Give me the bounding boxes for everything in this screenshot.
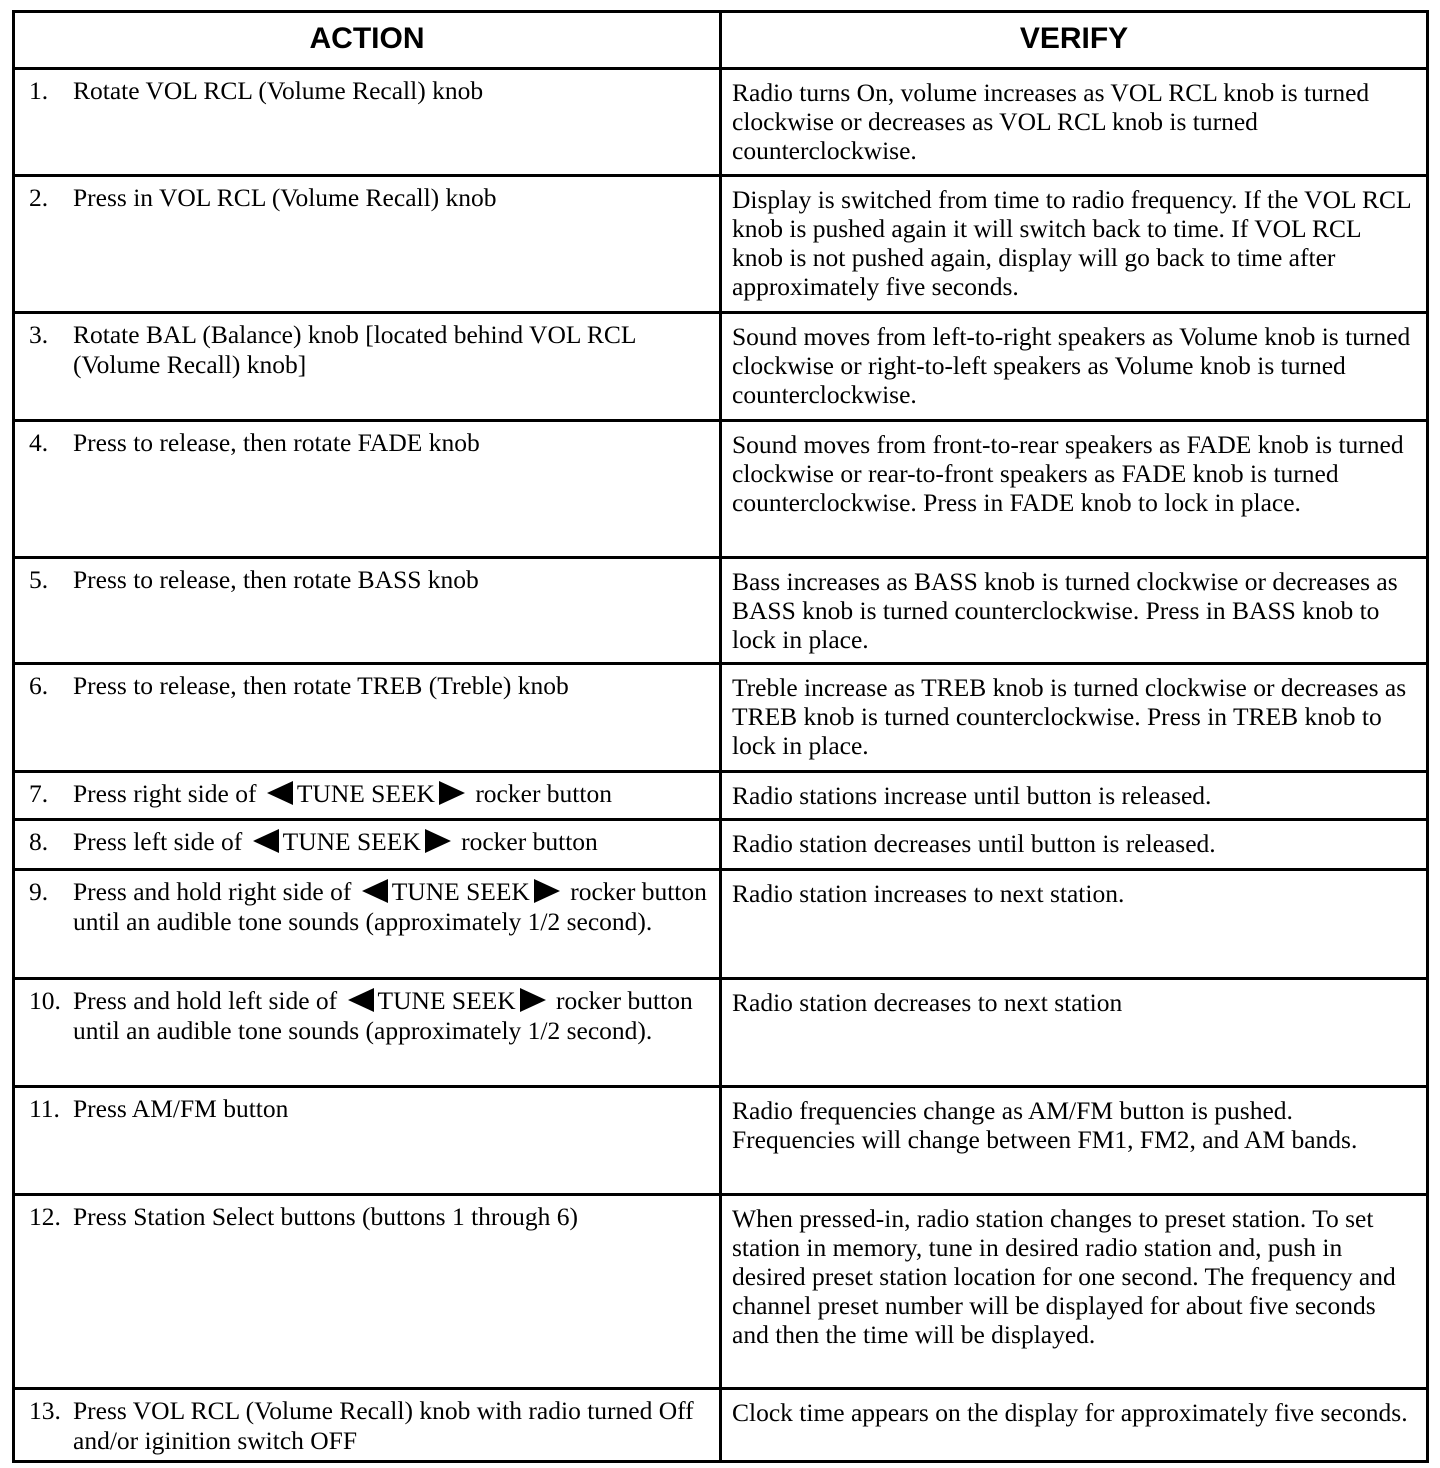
action-cell — [14, 772, 721, 820]
action-text: Rotate BAL (Balance) knob [located behind VOL RCL (Volume Recall) knob] — [73, 320, 636, 379]
step-number: 1. — [29, 76, 49, 105]
step-number: 7. — [29, 779, 49, 808]
step-number: 11. — [29, 1094, 60, 1123]
step-number: 8. — [29, 827, 49, 856]
verify-text: Sound moves from left-to-right speakers as Volume knob is turned clockwise or right-to-left speakers as Volume knob is turned counterclockwise. — [721, 313, 1428, 421]
left-triangle-icon — [253, 829, 279, 853]
verify-text: Display is switched from time to radio frequency. If the VOL RCL knob is pushed again it will switch back to time. If VOL RCL knob is not pushed again, display will go back to time after approximately five seconds. — [721, 176, 1428, 313]
verify-text: Radio stations increase until button is released. — [721, 772, 1428, 820]
action-text: Press Station Select buttons (buttons 1 through 6) — [73, 1202, 579, 1231]
table-row — [14, 313, 1428, 421]
table-row — [14, 1195, 1428, 1389]
verify-text: Radio frequencies change as AM/FM button is pushed. Frequencies will change between FM1, FM2, and AM bands. — [721, 1087, 1428, 1195]
step-number: 4. — [29, 428, 49, 457]
action-cell — [14, 664, 721, 772]
action-cell — [14, 1389, 721, 1462]
action-cell — [14, 979, 721, 1087]
action-cell — [14, 1087, 721, 1195]
step-number: 10. — [29, 986, 61, 1015]
verify-text: Radio station decreases to next station — [721, 979, 1428, 1087]
action-column-header: ACTION — [14, 12, 721, 69]
verify-text: Radio station increases to next station. — [721, 870, 1428, 979]
action-text: Press in VOL RCL (Volume Recall) knob — [73, 183, 497, 212]
table-row — [14, 1087, 1428, 1195]
action-cell — [14, 176, 721, 313]
step-number: 12. — [29, 1202, 61, 1231]
action-text: Press to release, then rotate TREB (Treble) knob — [73, 671, 569, 700]
action-text: Press and hold left side of — [73, 986, 338, 1015]
action-cell — [14, 69, 721, 176]
right-triangle-icon — [534, 879, 560, 903]
action-text: Press to release, then rotate BASS knob — [73, 565, 479, 594]
action-text-continued: rocker button — [475, 779, 612, 808]
left-triangle-icon — [362, 879, 388, 903]
action-cell — [14, 421, 721, 558]
verify-text: Bass increases as BASS knob is turned clockwise or decreases as BASS knob is turned counterclockwise. Press in BASS knob to lock in place. — [721, 558, 1428, 664]
table-row — [14, 772, 1428, 820]
table-row — [14, 1389, 1428, 1462]
action-text: Rotate VOL RCL (Volume Recall) knob — [73, 76, 484, 105]
action-cell — [14, 870, 721, 979]
action-text: Press right side of — [73, 779, 257, 808]
action-cell — [14, 313, 721, 421]
left-triangle-icon — [348, 988, 374, 1012]
table-row — [14, 820, 1428, 870]
table-row — [14, 979, 1428, 1087]
tune-seek-label: TUNE SEEK — [377, 986, 516, 1015]
table-row — [14, 664, 1428, 772]
step-number: 5. — [29, 565, 49, 594]
action-text-continued: rocker button — [461, 827, 598, 856]
verify-text: Treble increase as TREB knob is turned clockwise or decreases as TREB knob is turned counterclockwise. Press in TREB knob to lock in place. — [721, 664, 1428, 772]
step-number: 13. — [29, 1396, 61, 1425]
action-text: Press left side of — [73, 827, 243, 856]
tune-seek-label: TUNE SEEK — [282, 827, 421, 856]
table-row — [14, 421, 1428, 558]
header-row — [14, 12, 1428, 69]
tune-seek-label: TUNE SEEK — [391, 877, 530, 906]
table-row — [14, 69, 1428, 176]
right-triangle-icon — [520, 988, 546, 1012]
action-cell — [14, 1195, 721, 1389]
action-text: Press and hold right side of — [73, 877, 352, 906]
right-triangle-icon — [425, 829, 451, 853]
verify-text: Clock time appears on the display for approximately five seconds. — [721, 1389, 1428, 1462]
step-number: 3. — [29, 320, 49, 349]
verify-text: Radio turns On, volume increases as VOL RCL knob is turned clockwise or decreases as VOL RCL knob is turned counterclockwise. — [721, 69, 1428, 176]
step-number: 2. — [29, 183, 49, 212]
table-row — [14, 558, 1428, 664]
table-row — [14, 870, 1428, 979]
action-cell — [14, 558, 721, 664]
right-triangle-icon — [439, 781, 465, 805]
action-text-continued: rocker button until an audible tone sounds (approximately 1/2 second). — [73, 986, 693, 1045]
action-text-continued: rocker button until an audible tone sounds (approximately 1/2 second). — [73, 877, 707, 936]
action-text: Press to release, then rotate FADE knob — [73, 428, 480, 457]
table-row — [14, 176, 1428, 313]
verify-text: When pressed-in, radio station changes to preset station. To set station in memory, tune in desired radio station and, push in desired preset station location for one second. The frequency and channel preset number will be displayed for about five seconds and then the time will be displayed. — [721, 1195, 1428, 1389]
step-number: 9. — [29, 877, 49, 906]
left-triangle-icon — [267, 781, 293, 805]
verify-text: Radio station decreases until button is released. — [721, 820, 1428, 870]
action-text: Press VOL RCL (Volume Recall) knob with radio turned Off and/or iginition switch OFF — [73, 1396, 694, 1455]
action-cell — [14, 820, 721, 870]
step-number: 6. — [29, 671, 49, 700]
procedure-table — [12, 10, 1429, 1463]
verify-column-header: VERIFY — [721, 12, 1428, 69]
action-text: Press AM/FM button — [73, 1094, 289, 1123]
verify-text: Sound moves from front-to-rear speakers as FADE knob is turned clockwise or rear-to-front speakers as FADE knob is turned counterclockwise. Press in FADE knob to lock in place. — [721, 421, 1428, 558]
tune-seek-label: TUNE SEEK — [296, 779, 435, 808]
